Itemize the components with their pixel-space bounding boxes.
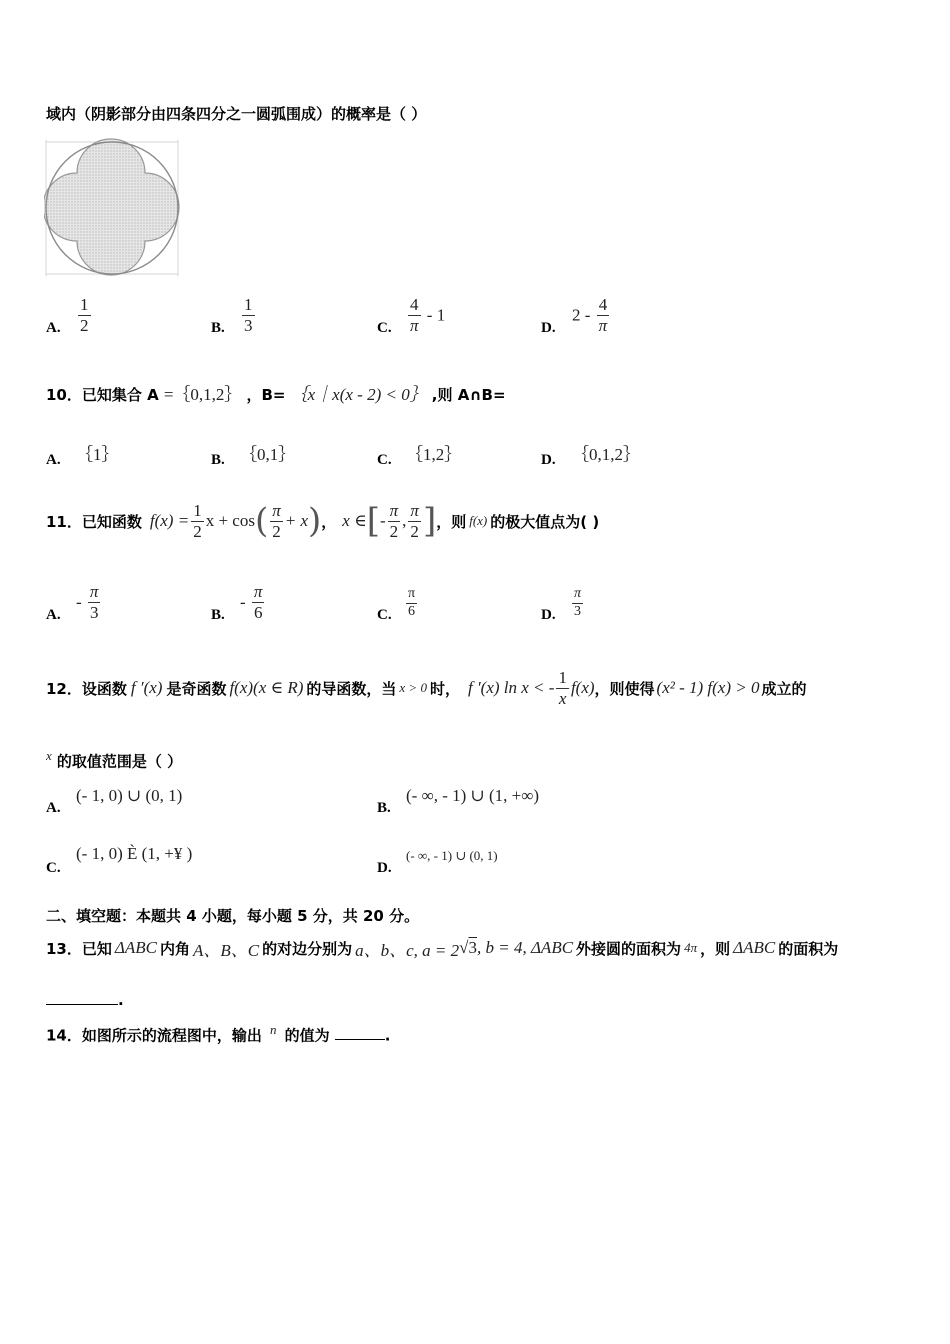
q10-option-c: ｛1,2｝ — [406, 445, 462, 464]
q10-prefix: 10．已知集合 A — [46, 386, 159, 404]
q12-prefix: 12．设函数 — [46, 679, 127, 698]
interval-sep: , — [402, 511, 407, 530]
numerator: 1 — [244, 295, 253, 314]
triangle-abc-2: ΔABC — [733, 938, 776, 957]
neg-sign: - — [379, 511, 386, 530]
q12-option-c-label: C. — [46, 860, 61, 876]
q12-option-b: (- ∞, - 1) ∪ (1, +∞) — [406, 786, 540, 805]
q10-option-b-label: B. — [211, 452, 225, 468]
q9-option-b-label: B. — [211, 320, 225, 336]
f-prime: f ′(x) — [130, 678, 163, 697]
q11-prefix: 11．已知函数 — [46, 512, 142, 531]
radicand: 3 — [468, 938, 477, 957]
numerator: π — [572, 587, 583, 604]
circle-figure — [44, 138, 184, 280]
denominator: 2 — [389, 521, 399, 541]
q12-text-1: 是奇函数 — [166, 679, 227, 698]
denominator: 3 — [89, 602, 99, 622]
q11-option-d — [570, 587, 585, 619]
q12-option-d: (- ∞, - 1) ∪ (0, 1) — [406, 848, 498, 863]
q10-suffix: ,则 A∩B= — [431, 386, 506, 404]
q12-option-a-label: A. — [46, 800, 61, 816]
q12-stem — [46, 664, 807, 712]
q11-stem: 11．已知函数 f(x) = $\frac{1}{2}$ x + cos ( $\frac{\pi}{2}$ + x ) ， x ∈ [ - $\frac{\pi}{2}$ , $\frac{\pi}{2}$ ] ，则 f(x) 的极大值点为( ) — [46, 500, 600, 541]
domain-x: x ∈ — [342, 511, 367, 530]
q11-option-a — [76, 583, 102, 622]
q11-option-a-label: A. — [46, 607, 61, 623]
set-a: =｛0,1,2｝ — [163, 385, 242, 404]
q13-text-2: 的对边分别为 — [262, 939, 353, 958]
sides: a、b、c, a = 2 — [355, 940, 460, 960]
q9-option-c-label: C. — [377, 320, 392, 336]
denominator: 2 — [410, 521, 419, 541]
x-positive: x > 0 — [399, 680, 427, 695]
q11-then: ，则 — [436, 512, 467, 531]
circle-area: 4π — [684, 940, 698, 955]
neg-sign: - — [76, 592, 82, 612]
q11-option-c-label: C. — [377, 607, 392, 623]
numerator: 4 — [598, 295, 608, 314]
denominator: 6 — [408, 603, 416, 619]
q9-option-b — [240, 296, 257, 335]
denominator: 2 — [193, 521, 202, 541]
sqrt-sign: √ — [459, 938, 469, 957]
q9-option-d-label: D. — [541, 320, 556, 336]
set-b: ｛x｜x(x - 2) < 0｝ — [290, 385, 427, 404]
q10-option-a-label: A. — [46, 452, 61, 468]
q10-option-a: ｛1｝ — [76, 445, 119, 464]
q10-option-b: ｛0,1｝ — [240, 445, 296, 464]
denominator: 3 — [574, 603, 581, 619]
fx-domain: f(x)(x ∈ R) — [229, 678, 304, 697]
q11-option-b — [240, 583, 266, 622]
sides-rest: , b = 4, ΔABC — [476, 938, 574, 957]
denominator: 3 — [244, 315, 253, 335]
numerator: π — [406, 587, 417, 604]
q12-text-3: 时， — [429, 679, 460, 698]
numerator: 1 — [558, 667, 567, 687]
x-plus-cos: x + cos — [205, 511, 255, 530]
section-heading: 二、填空题：本题共 4 小题，每小题 5 分，共 20 分。 — [46, 907, 420, 925]
q12-range-text: 的取值范围是（ ） — [56, 752, 183, 771]
q11-option-c — [404, 587, 419, 619]
denominator: 6 — [253, 602, 263, 622]
q14-mid: 的值为 — [284, 1026, 330, 1045]
numerator: 4 — [410, 295, 419, 314]
n-var: n — [269, 1022, 277, 1037]
q11-comma: ， — [321, 512, 337, 531]
q14-prefix: 14．如图所示的流程图中，输出 — [46, 1026, 262, 1045]
numerator: π — [89, 582, 99, 601]
q12-option-a: (- 1, 0) ∪ (0, 1) — [76, 786, 183, 805]
numerator: 1 — [193, 500, 202, 520]
cond-left: f ′(x) ln x < - — [467, 678, 555, 697]
period: . — [118, 991, 124, 1009]
fx-small: f(x) — [469, 513, 488, 528]
numerator: π — [253, 582, 263, 601]
x-var: x — [46, 748, 52, 763]
q11-suffix: 的极大值点为( ) — [490, 512, 600, 531]
q9-option-a — [76, 296, 93, 335]
q12-text-4: ，则使得 — [594, 679, 655, 698]
q13-text-3: 外接圆的面积为 — [576, 939, 682, 958]
fx-label: f(x) = — [149, 511, 190, 530]
q12-option-c: (- 1, 0) È (1, +¥ ) — [76, 844, 193, 863]
q13-stem — [46, 931, 838, 965]
angles: A、B、C — [192, 940, 260, 960]
minus-one: - 1 — [426, 305, 446, 325]
q11-option-d-label: D. — [541, 607, 556, 623]
q14-stem — [46, 1022, 390, 1045]
denominator: 2 — [80, 315, 89, 335]
q13-text-1: 内角 — [159, 939, 190, 958]
q12-text-5: 成立的 — [761, 679, 807, 698]
q9-intro: 域内（阴影部分由四条四分之一圆弧围成）的概率是（ ） — [46, 105, 427, 123]
q9-option-a-label: A. — [46, 320, 61, 336]
inequality: (x² - 1) f(x) > 0 — [656, 678, 760, 697]
answer-blank[interactable] — [335, 1025, 385, 1040]
q13-text-4: ，则 — [700, 939, 731, 958]
q10-option-c-label: C. — [377, 452, 392, 468]
q9-option-c — [406, 296, 445, 335]
denominator: x — [558, 688, 567, 708]
q12-option-b-label: B. — [377, 800, 391, 816]
q13-text-5: 的面积为 — [778, 939, 839, 958]
denominator: π — [598, 315, 608, 335]
period: . — [384, 1026, 391, 1045]
neg-sign: - — [240, 592, 246, 612]
q13-prefix: 13．已知 — [46, 939, 112, 958]
numerator: π — [389, 500, 399, 520]
cond-right: f(x) — [570, 678, 595, 697]
q11-option-b-label: B. — [211, 607, 225, 623]
q12-text-2: 的导函数，当 — [306, 679, 397, 698]
denominator: π — [410, 315, 419, 335]
q10-option-d: ｛0,1,2｝ — [572, 445, 640, 464]
plus-x: + x — [284, 511, 309, 530]
numerator: 1 — [80, 295, 89, 314]
q10-option-d-label: D. — [541, 452, 556, 468]
two-minus: 2 - — [572, 305, 591, 325]
q10-sep: ，B= — [246, 386, 286, 404]
q9-option-d — [572, 296, 611, 335]
q13-answer-line[interactable] — [46, 990, 124, 1009]
numerator: π — [272, 500, 281, 520]
q12-option-d-label: D. — [377, 860, 392, 876]
triangle-abc: ΔABC — [114, 938, 157, 957]
answer-blank[interactable] — [46, 990, 118, 1005]
q12-line-2 — [46, 748, 182, 771]
numerator: π — [410, 500, 419, 520]
denominator: 2 — [272, 521, 281, 541]
q10-stem — [46, 380, 506, 405]
